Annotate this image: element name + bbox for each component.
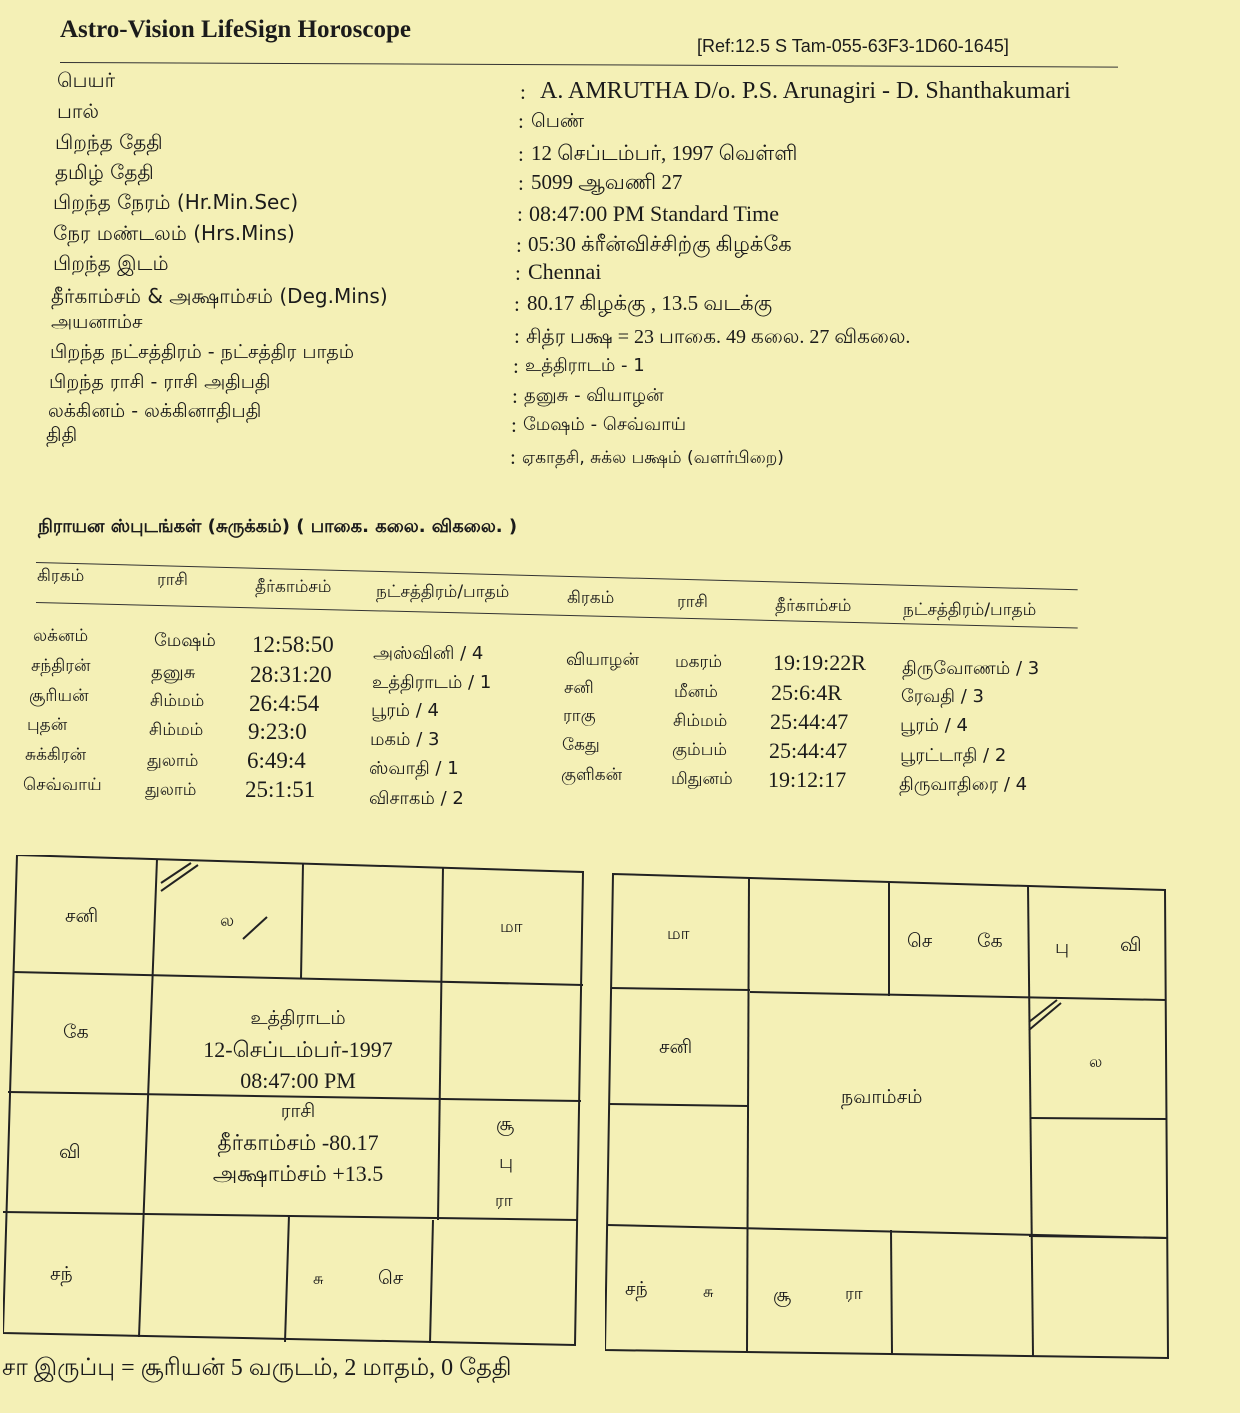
navamsa-cell-kataka: ல: [1089, 1052, 1103, 1071]
table-cell-star: பூரம் / 4: [371, 700, 439, 721]
center-chart-type: ராசி: [280, 1100, 316, 1122]
value-ayanamsa: சித்ர பக்ஷ = 23 பாகை. 49 கலை. 27 விகலை.: [526, 326, 911, 348]
dasa-balance: சா இருப்பு = சூரியன் 5 வருடம், 2 மாதம், 0 தேதி: [2, 1355, 512, 1381]
value-time-zone: 05:30 க்ரீன்விச்சிற்கு கிழக்கே: [528, 232, 792, 256]
table-cell-rasi: சிம்மம்: [150, 691, 205, 711]
table-cell-longitude: 12:58:50: [252, 632, 334, 657]
col-header-rasi: ராசி: [157, 570, 188, 590]
table-cell-longitude: 28:31:20: [250, 662, 332, 687]
rasi-cell-simha-sun: சூ: [496, 1113, 515, 1135]
table-cell-star: பூரட்டாதி / 2: [900, 745, 1007, 766]
table-cell-star: திருவோணம் / 3: [902, 658, 1040, 679]
rasi-cell-dhanusu: சந்: [50, 1263, 73, 1285]
colon: :: [512, 384, 518, 408]
table-cell-star: ரேவதி / 3: [901, 686, 985, 707]
label-birth-time: பிறந்த நேரம் (Hr.Min.Sec): [53, 190, 299, 214]
table-cell-rasi: கும்பம்: [672, 740, 728, 760]
table-cell-star: உத்திராடம் / 1: [372, 672, 492, 693]
col-header-star: நட்சத்திரம்/பாதம்: [376, 582, 510, 602]
navamsa-cell-mithuna-jupiter: வி: [1120, 934, 1142, 956]
navamsa-chart: [605, 872, 1170, 1360]
rasi-cell-meena: சனி: [65, 905, 99, 927]
label-birth-date: பிறந்த தேதி: [55, 130, 163, 154]
value-birth-place: Chennai: [528, 259, 602, 284]
table-cell-star: அஸ்வினி / 4: [373, 643, 484, 664]
document-title: Astro-Vision LifeSign Horoscope: [60, 16, 411, 43]
rasi-cell-makara: வி: [59, 1141, 81, 1163]
colon: :: [518, 109, 524, 133]
table-cell-longitude: 19:12:17: [768, 767, 847, 792]
value-birth-time: 08:47:00 PM Standard Time: [529, 201, 779, 226]
table-cell-longitude: 19:19:22R: [773, 650, 866, 675]
center-time: 08:47:00 PM: [240, 1068, 356, 1093]
navamsa-cell-dhanusu-moon: சந்: [625, 1278, 648, 1300]
rasi-cell-kumba: கே: [63, 1021, 89, 1043]
rasi-chart: [3, 855, 585, 1347]
rasi-cell-thula-mars: செ: [378, 1267, 404, 1289]
colon: :: [510, 445, 516, 469]
navamsa-cell-rishaba-mars: செ: [907, 930, 933, 952]
table-cell-rasi: சிம்மம்: [149, 720, 204, 740]
table-cell-rasi: மேஷம்: [154, 630, 216, 651]
value-rasi: தனுசு - வியாழன்: [524, 385, 664, 406]
table-cell-rasi: துலாம்: [147, 751, 199, 771]
table-cell-planet: ராகு: [563, 706, 596, 726]
navamsa-cell-vrischika-rahu: ரா: [845, 1284, 863, 1304]
value-coordinates: 80.17 கிழக்கு , 13.5 வடக்கு: [527, 291, 773, 315]
rasi-cell-mithuna: மா: [500, 917, 523, 937]
col-header-planet: கிரகம்: [37, 566, 85, 586]
table-cell-star: திருவாதிரை / 4: [899, 774, 1028, 795]
value-birth-date: 12 செப்டம்பர், 1997 வெள்ளி: [531, 141, 798, 165]
positions-heading: நிராயன ஸ்புடங்கள் (சுருக்கம்) ( பாகை. கலை. விகலை. ): [38, 516, 518, 537]
navamsa-cell-dhanusu-venus: சு: [703, 1282, 714, 1301]
value-lagna: மேஷம் - செவ்வாய்: [523, 414, 687, 435]
table-cell-longitude: 25:6:4R: [771, 680, 842, 705]
navamsa-cell-rishaba-ketu: கே: [977, 930, 1003, 952]
navamsa-cell-vrischika-sun: சூ: [773, 1284, 792, 1306]
colon: :: [514, 324, 520, 348]
table-cell-longitude: 25:1:51: [245, 777, 316, 802]
rasi-cell-simha-mercury: பு: [499, 1151, 514, 1173]
table-cell-star: ஸ்வாதி / 1: [369, 758, 459, 779]
label-birth-star: பிறந்த நட்சத்திரம் - நட்சத்திர பாதம்: [50, 341, 355, 363]
colon: :: [514, 292, 520, 316]
center-latitude: அக்ஷாம்சம் +13.5: [212, 1161, 384, 1186]
table-cell-planet: சூரியன்: [29, 686, 89, 706]
table-cell-longitude: 9:23:0: [248, 719, 307, 744]
rasi-cell-mesha: ல: [220, 911, 235, 931]
navamsa-chart-grid: [605, 872, 1170, 1360]
value-birth-star: உத்திராடம் - 1: [525, 355, 645, 376]
table-cell-longitude: 25:44:47: [770, 709, 849, 734]
table-cell-planet: வியாழன்: [566, 650, 639, 670]
label-time-zone: நேர மண்டலம் (Hrs.Mins): [53, 221, 295, 245]
table-cell-planet: புதன்: [27, 715, 68, 735]
table-cell-planet: லக்னம்: [33, 626, 89, 646]
label-ayanamsa: அயனாம்ச: [51, 311, 143, 333]
navamsa-cell-kumba: சனி: [659, 1036, 693, 1058]
label-tamil-date: தமிழ் தேதி: [55, 160, 154, 184]
rasi-cell-thula-venus: சு: [313, 1269, 324, 1288]
center-date: 12-செப்டம்பர்-1997: [203, 1037, 393, 1062]
reference-code: [Ref:12.5 S Tam-055-63F3-1D60-1645]: [697, 36, 1009, 56]
navamsa-cell-meena: மா: [667, 924, 690, 944]
col-header-planet-2: கிரகம்: [567, 588, 615, 608]
table-cell-rasi: மிதுனம்: [671, 769, 733, 789]
navamsa-cell-mithuna-mercury: பு: [1055, 936, 1070, 958]
colon: :: [516, 233, 522, 257]
colon: :: [515, 261, 521, 285]
table-cell-star: பூரம் / 4: [900, 715, 968, 736]
rasi-cell-simha-rahu: ரா: [495, 1191, 513, 1211]
table-cell-planet: சந்திரன்: [31, 656, 91, 676]
value-tamil-date: 5099 ஆவணி 27: [531, 170, 683, 194]
col-header-rasi-2: ராசி: [677, 592, 708, 612]
table-cell-longitude: 25:44:47: [769, 738, 848, 763]
center-longitude: தீர்காம்சம் -80.17: [217, 1130, 379, 1155]
value-name: A. AMRUTHA D/o. P.S. Arunagiri - D. Shanthakumari: [540, 78, 1071, 104]
label-lagna: லக்கினம் - லக்கினாதிபதி: [48, 400, 262, 422]
table-cell-rasi: சிம்மம்: [673, 711, 728, 731]
label-coordinates: தீர்காம்சம் & அக்ஷாம்சம் (Deg.Mins): [51, 284, 388, 308]
value-gender: பெண்: [531, 110, 585, 132]
center-star: உத்திராடம்: [250, 1007, 346, 1029]
table-cell-planet: குளிகன்: [561, 765, 623, 785]
table-cell-longitude: 6:49:4: [247, 748, 306, 773]
table-cell-star: விசாகம் / 2: [369, 788, 464, 809]
table-cell-planet: சனி: [564, 678, 594, 698]
col-header-longitude-2: தீர்காம்சம்: [775, 596, 852, 616]
table-cell-rasi: மீனம்: [674, 682, 718, 702]
table-top-rule: [36, 562, 1078, 590]
label-thithi: திதி: [46, 424, 78, 446]
label-birth-place: பிறந்த இடம்: [53, 251, 169, 275]
colon: :: [520, 80, 526, 104]
colon: :: [518, 171, 524, 195]
label-name: பெயர்: [57, 68, 116, 92]
colon: :: [511, 413, 517, 437]
colon: :: [518, 142, 524, 166]
table-cell-planet: சுக்கிரன்: [25, 745, 87, 765]
colon: :: [513, 354, 519, 378]
table-cell-longitude: 26:4:54: [249, 691, 320, 716]
col-header-star-2: நட்சத்திரம்/பாதம்: [903, 600, 1037, 620]
rasi-chart-center: [153, 1003, 443, 1189]
table-cell-rasi: மகரம்: [675, 652, 723, 672]
label-gender: பால்: [57, 99, 99, 123]
table-cell-planet: கேது: [562, 735, 600, 755]
table-cell-rasi: தனுசு: [151, 662, 196, 683]
label-rasi: பிறந்த ராசி - ராசி அதிபதி: [49, 371, 271, 393]
table-cell-star: மகம் / 3: [370, 729, 440, 750]
table-cell-rasi: துலாம்: [145, 780, 197, 800]
navamsa-center-label: நவாம்சம்: [841, 1086, 923, 1108]
title-divider: [60, 62, 1118, 68]
value-thithi: ஏகாதசி, சுக்ல பக்ஷம் (வளர்பிறை): [522, 448, 784, 468]
col-header-longitude: தீர்காம்சம்: [255, 577, 332, 597]
colon: :: [517, 202, 523, 226]
table-cell-planet: செவ்வாய்: [23, 775, 102, 795]
